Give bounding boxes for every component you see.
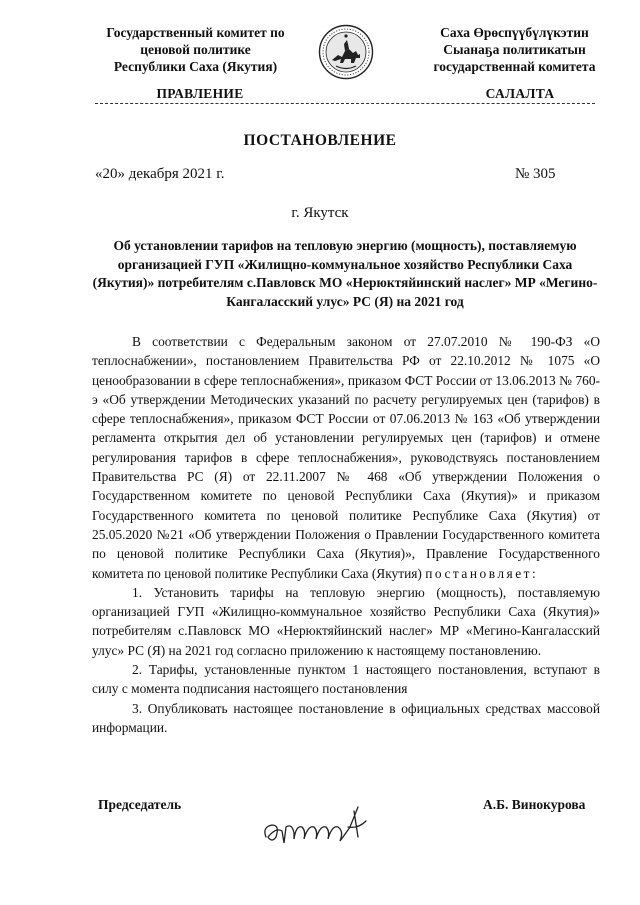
handwritten-signature — [258, 797, 378, 857]
document-number: № 305 — [515, 166, 556, 182]
document-subject: Об установлении тарифов на тепловую энергию (мощность), поставляемую организацией ГУП «Жилищно-коммунальное хозяйство Республики Саха (Якутия)» потребителям с.Павловск МО «Нерюктяйинский наслег» МР «Мегино-Кангаласский улус» РС (Я) на 2021 год — [92, 238, 598, 309]
resolution-item-3: 3. Опубликовать настоящее постановление в официальных средствах массовой информации. — [92, 700, 600, 735]
signatory-position: Председатель — [98, 797, 182, 812]
header-right-subtitle: САЛАЛТА — [485, 86, 555, 101]
header-right-line-2: Сыанаҕа политикатын — [443, 42, 586, 57]
header-left-line-3: Республики Саха (Якутия) — [113, 59, 278, 74]
document-body — [92, 332, 600, 737]
header-left-line-1: Государственный комитет по — [106, 25, 285, 40]
document-city: г. Якутск — [291, 205, 349, 221]
resolution-item-2: 2. Тарифы, установленные пунктом 1 настоящего постановления, вступают в силу с момента подписания настоящего постановления — [92, 662, 600, 697]
header-divider — [95, 103, 595, 104]
preamble-text: В соответствии с Федеральным законом от 27.07.2010 № 190-ФЗ «О теплоснабжении», постановлением Правительства РФ от 22.10.2012 № 1075 «О ценообразовании в сфере теплоснабжения», приказом ФСТ России от 13.06.2013 № 760-э «Об утверждении Методических указаний по расчету регулируемых цен (тарифов) в сфере теплоснабжения», приказом ФСТ России от 07.06.2013 № 163 «Об утверждении регламента открытия дел об установлении регулируемых цен (тарифов) и отмене регулирования тарифов в сфере теплоснабжения», руководствуясь постановлением Правительства РС (Я) от 22.11.2007 № 468 «Об утверждении Положения о Государственном комитете по ценовой Республики Саха (Якутия)» и приказом Государственного комитета по ценовой политике Республике Саха (Якутия) от 25.05.2020 №21 «Об утверждении Положения о Правлении Государственного комитета по ценовой политике Республики Саха (Якутия)», Правление Государственного комитета по ценовой политике Республики Саха (Якутия) — [92, 334, 600, 581]
document-title: ПОСТАНОВЛЕНИЕ — [243, 132, 397, 149]
preamble-paragraph — [92, 332, 600, 583]
header-right-line-1: Саха Өрөспүүбүлүкэтин — [440, 25, 589, 40]
header-right-line-3: государственнай комитета — [433, 59, 596, 74]
resolves-text: постановляет: — [425, 565, 539, 581]
document-date: «20» декабря 2021 г. — [95, 166, 225, 182]
header-left-subtitle: ПРАВЛЕНИЕ — [156, 86, 244, 101]
header-right-block — [412, 24, 617, 75]
signatory-name: А.Б. Винокурова — [483, 797, 586, 812]
resolution-item-1: 1. Установить тарифы на тепловую энергию (мощность), поставляемую организацией ГУП «Жилищно-коммунальное хозяйство Республики Саха (Якутия)» потребителям с.Павловск МО «Нерюктяйинский наслег» МР «Мегино-Кангаласский улус» РС (Я) на 2021 год согласно приложению к настоящему постановлению. — [92, 584, 600, 658]
header-left-line-2: ценовой политике — [140, 42, 251, 57]
header-left-block — [88, 24, 303, 75]
coat-of-arms-emblem-icon — [318, 24, 374, 80]
